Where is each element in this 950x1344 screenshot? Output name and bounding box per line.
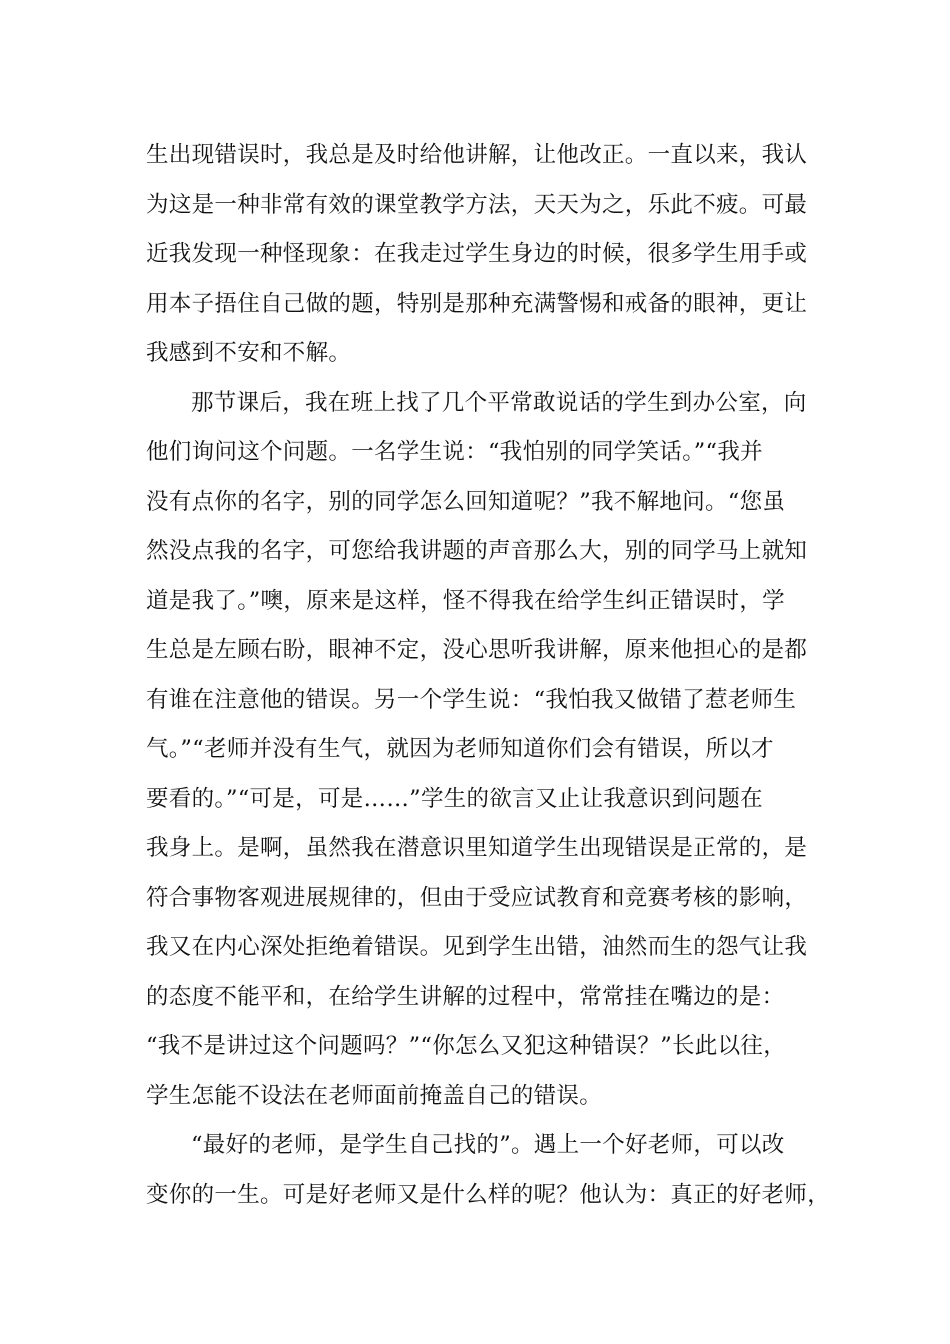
text-line: 有谁在注意他的错误。另一个学生说：“我怕我又做错了惹老师生 (146, 686, 797, 713)
text-line: 我感到不安和不解。 (146, 340, 352, 366)
text-line: 然没点我的名字，可您给我讲题的声音那么大，别的同学马上就知 (146, 538, 808, 564)
text-line: 道是我了。”噢，原来是这样，怪不得我在给学生纠正错误时，学 (146, 587, 785, 614)
paragraph-start-line: 那节课后，我在班上找了几个平常敢说话的学生到办公室，向 (191, 389, 807, 416)
text-line: 为这是一种非常有效的课堂教学方法，天天为之，乐此不疲。可最 (146, 191, 808, 218)
paragraph-start-line: “最好的老师，是学生自己找的”。遇上一个好老师，可以改 (191, 1132, 785, 1158)
text-line: 气。”“老师并没有生气，就因为老师知道你们会有错误，所以才 (146, 736, 774, 762)
text-line: 我身上。是啊，虽然我在潜意识里知道学生出现错误是正常的，是 (146, 835, 808, 861)
text-line: 他们询问这个问题。一名学生说：“我怕别的同学笑话。”“我并 (146, 439, 763, 465)
text-line: 要看的。”“可是，可是……”学生的欲言又止让我意识到问题在 (146, 785, 763, 812)
text-line: 生出现错误时，我总是及时给他讲解，让他改正。一直以来，我认 (146, 142, 808, 168)
text-line: “我不是讲过这个问题吗？”“你怎么又犯这种错误？”长此以往， (146, 1033, 787, 1059)
text-line: 近我发现一种怪现象：在我走过学生身边的时候，很多学生用手或 (146, 241, 808, 267)
text-line: 用本子捂住自己做的题，特别是那种充满警惕和戒备的眼神，更让 (146, 290, 808, 317)
text-line: 变你的一生。可是好老师又是什么样的呢？他认为：真正的好老师， (146, 1181, 831, 1208)
text-line: 的态度不能平和，在给学生讲解的过程中，常常挂在嘴边的是： (146, 983, 785, 1010)
text-line: 符合事物客观进展规律的，但由于受应试教育和竞赛考核的影响， (146, 884, 808, 911)
text-line: 我又在内心深处拒绝着错误。见到学生出错，油然而生的怨气让我 (146, 934, 808, 960)
body-text (146, 131, 831, 1220)
text-line: 生总是左顾右盼，眼神不定，没心思听我讲解，原来他担心的是都 (146, 637, 808, 663)
text-line: 没有点你的名字，别的同学怎么回知道呢？”我不解地问。“您虽 (146, 488, 786, 515)
text-line: 学生怎能不设法在老师面前掩盖自己的错误。 (146, 1082, 603, 1109)
